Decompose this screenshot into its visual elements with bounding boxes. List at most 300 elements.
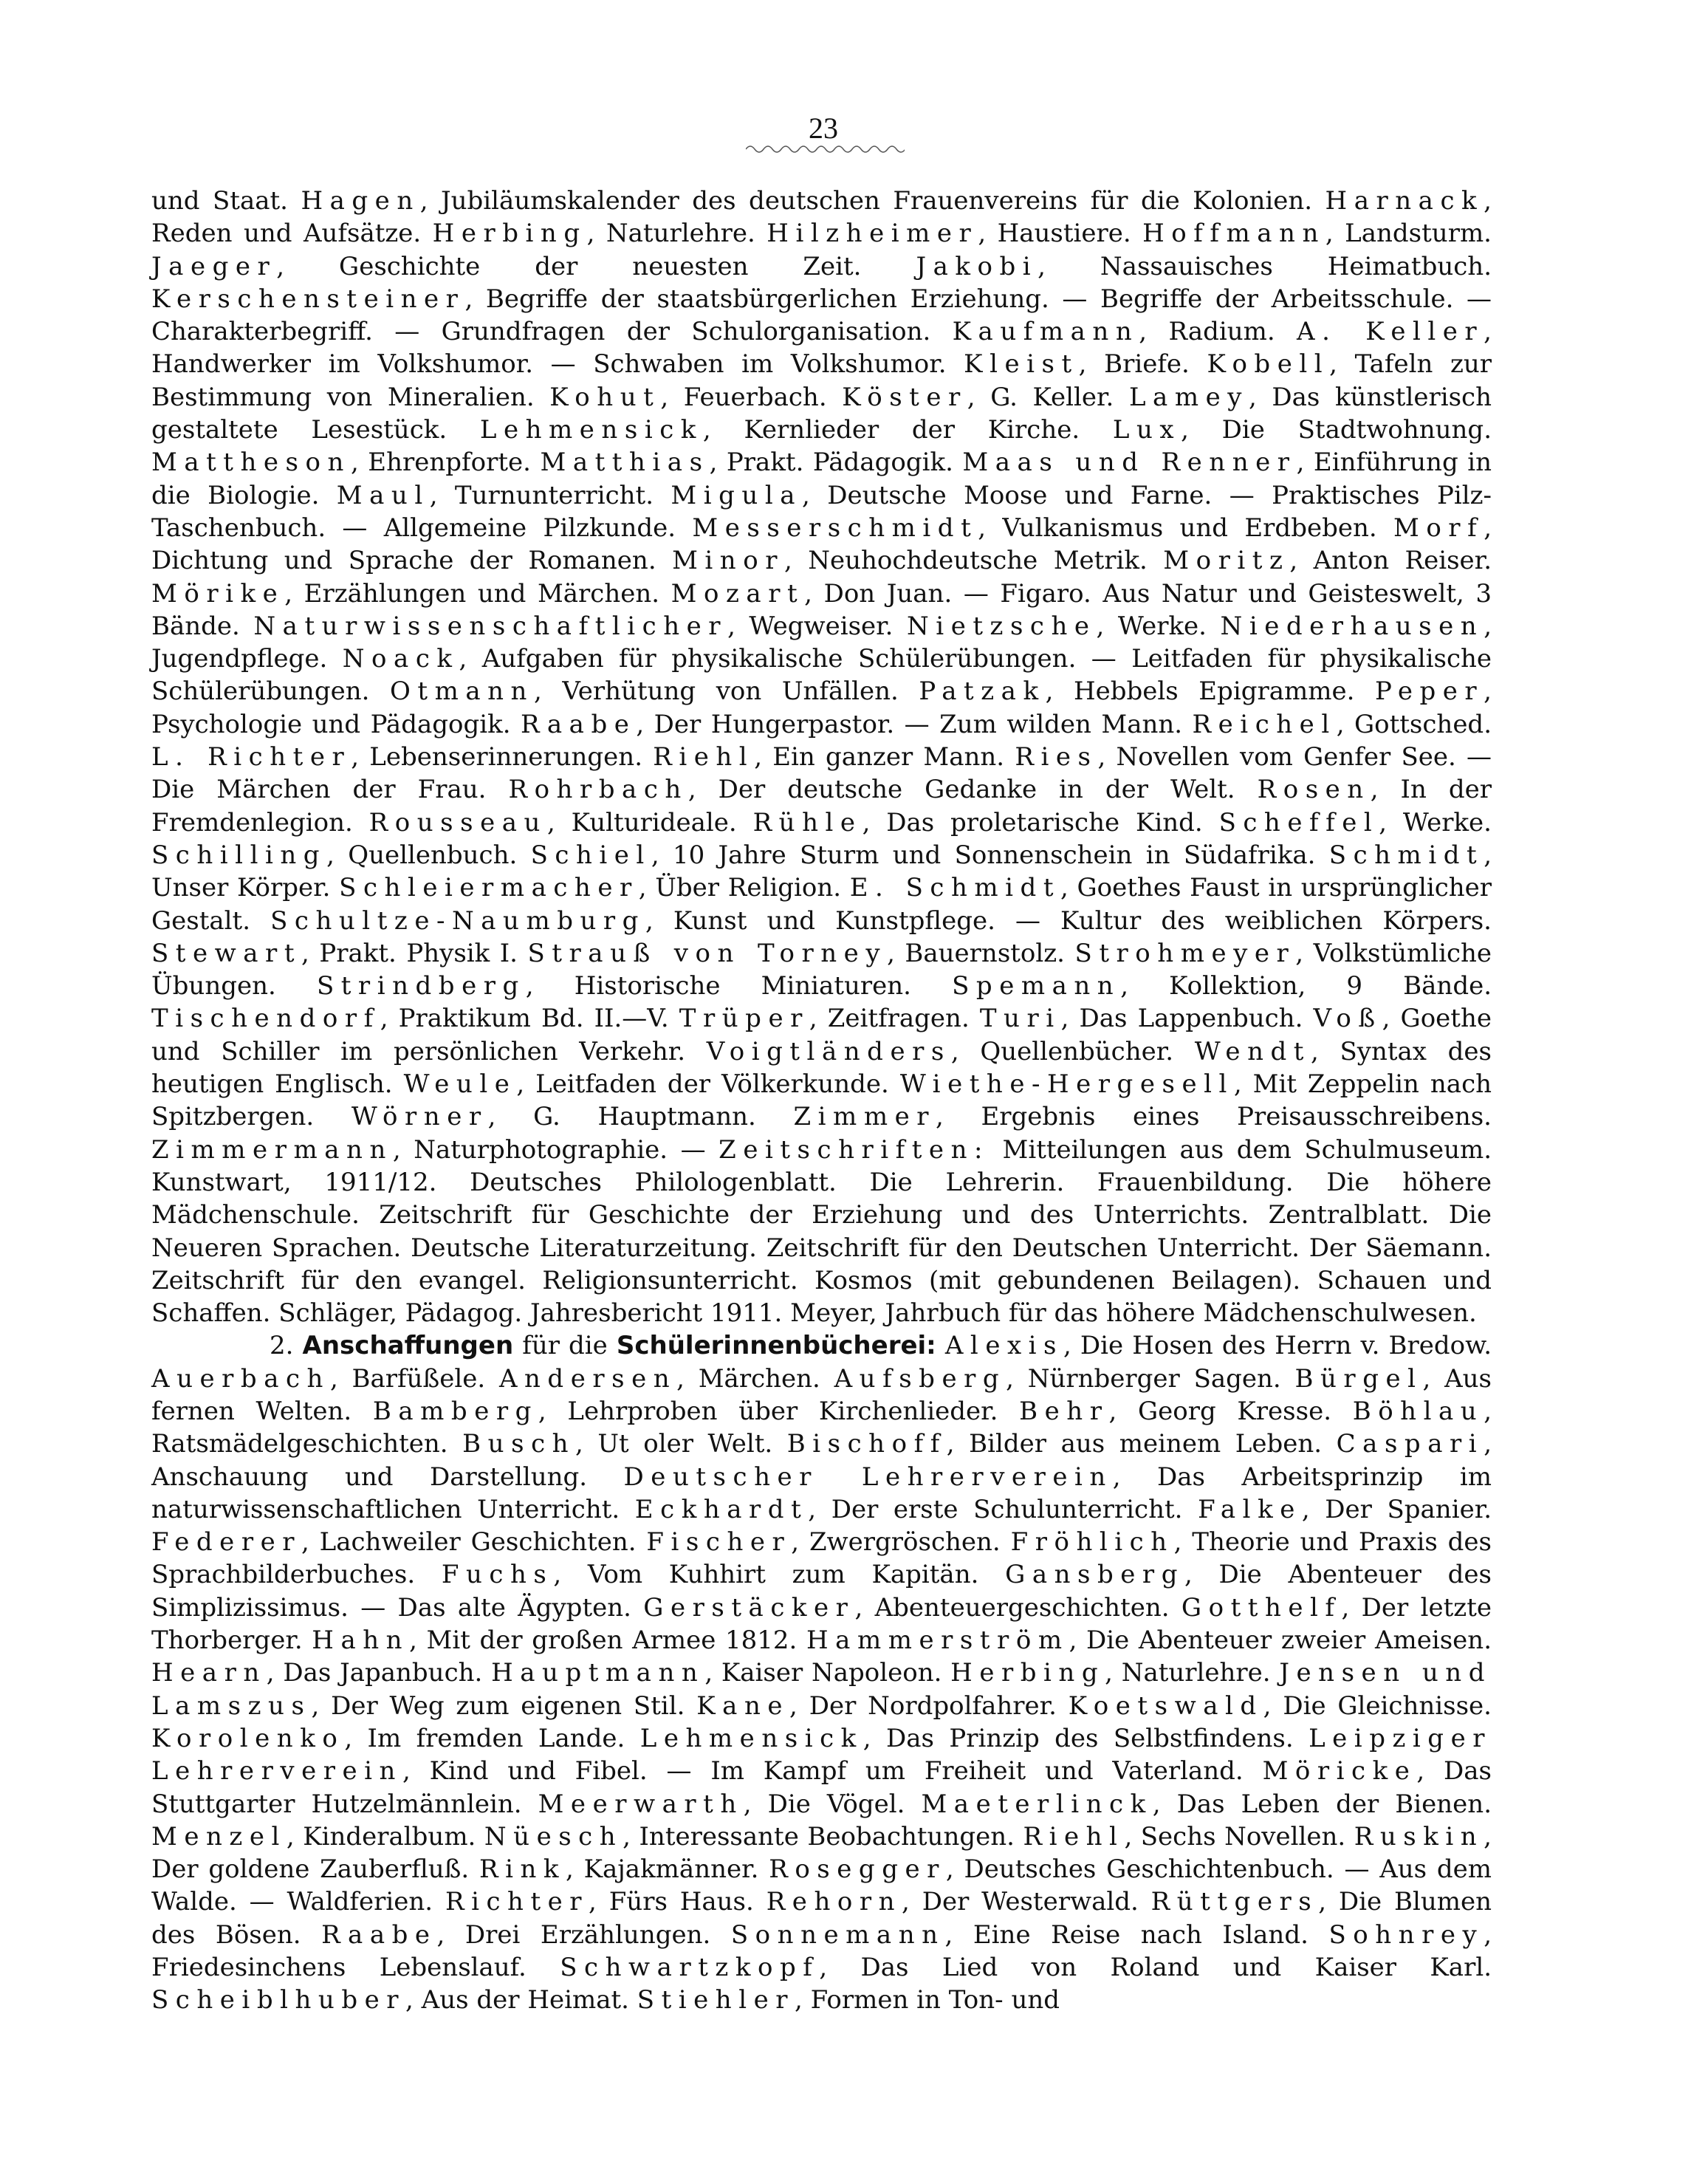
bibliography-entry: Schilling, Quellenbuch.: [151, 840, 518, 870]
work-title: Ein ganzer Mann.: [772, 742, 1005, 773]
bibliography-entry: Lux, Die Stadtwohnung.: [1112, 415, 1492, 445]
work-title: Radium.: [1168, 317, 1275, 347]
work-title: Zwergröschen.: [809, 1527, 1001, 1558]
work-title: Anton Reiser.: [1313, 546, 1492, 576]
section-2-heading-library: Schülerinnenbücherei:: [616, 1331, 936, 1361]
bibliography-entry: Koetswald, Die Gleichnisse.: [1068, 1691, 1492, 1721]
bibliography-entry: Aufsberg, Nürnberger Sagen.: [834, 1363, 1281, 1394]
bibliography-entry: Maas und Renner, Einführung in die Biologie.: [151, 448, 1492, 510]
work-title: Das Arbeitsprinzip im naturwissenschaftlichen Unterricht.: [151, 1462, 1492, 1524]
bibliography-entry: Turi, Das Lappenbuch.: [979, 1004, 1303, 1034]
work-title: Bilder aus meinem Leben.: [969, 1429, 1323, 1459]
author-name: Patzak: [919, 676, 1046, 707]
work-title: Kollektion, 9 Bände.: [1169, 971, 1492, 1001]
bibliography-entry: Moritz, Anton Reiser.: [1163, 546, 1492, 576]
author-name: Richter: [445, 1887, 589, 1917]
author-name: Stewart: [151, 938, 302, 968]
author-name: Spemann: [952, 971, 1121, 1001]
bibliography-entry: Leipziger Lehrerverein, Kind und Fibel. — Im Kampf um Freiheit und Vaterland.: [151, 1723, 1492, 1787]
work-title: Der deutsche Gedanke in der Welt.: [718, 775, 1235, 805]
bibliography-entry: Wiethe-Hergesell, Mit Zeppelin nach Spitzbergen.: [151, 1069, 1492, 1132]
author-name: Ries: [1015, 742, 1098, 773]
bibliography-entry: Trüper, Zeitfragen.: [679, 1004, 970, 1034]
work-title: Der goldene Zauberfluß.: [151, 1854, 470, 1885]
work-title: Die Stadtwohnung.: [1221, 415, 1492, 445]
work-title: Der Nordpolfahrer.: [809, 1691, 1057, 1721]
author-name: Peper: [1374, 676, 1484, 707]
work-title: Der erste Schulunterricht.: [831, 1494, 1183, 1524]
author-name: Rüttgers: [1150, 1887, 1319, 1917]
author-name: Korolenko: [151, 1723, 345, 1753]
author-name: Rohrbach: [508, 775, 688, 805]
work-title: Abenteuergeschichten.: [874, 1592, 1170, 1623]
work-title: Eine Reise nach Island.: [973, 1919, 1309, 1950]
bibliography-entry: E. Schmidt, Goethes Faust in ursprünglicher Gestalt.: [151, 873, 1492, 936]
work-title: Drei Erzählungen.: [464, 1919, 711, 1950]
bibliography-entry: Morf, Dichtung und Sprache der Romanen.: [151, 513, 1492, 576]
author-name: Strauß von Torney: [527, 938, 888, 968]
bibliography-entry: Maul, Turnunterricht.: [336, 480, 654, 510]
author-name: Otmann: [390, 676, 534, 707]
author-name: Schilling: [151, 840, 327, 870]
section-2-heading-connector: für die: [522, 1331, 608, 1361]
work-title: Psychologie und Pädagogik.: [151, 709, 511, 739]
work-title: Formen in Ton- und: [810, 1985, 1060, 2015]
author-name: Mozart: [670, 578, 805, 609]
author-name: Hearn: [151, 1658, 267, 1688]
bibliography-entry: Alexis, Die Hosen des Herrn v. Bredow.: [944, 1331, 1492, 1361]
bibliography-entry: Rosen, In der Fremdenlegion.: [151, 775, 1492, 837]
author-name: Fuchs: [441, 1560, 554, 1590]
work-title: Naturlehre.: [1121, 1658, 1271, 1688]
work-title: G. Keller.: [990, 382, 1114, 412]
work-title: Goethe und Schiller im persönlichen Verkehr.: [151, 1004, 1492, 1066]
work-title: Das proletarische Kind.: [886, 807, 1203, 837]
bibliography-entry: Scheffel, Werke.: [1218, 807, 1492, 837]
bibliography-entry: Mozart, Don Juan. — Figaro. Aus Natur und Geisteswelt, 3 Bände.: [151, 578, 1492, 641]
bibliography-entry: Gotthelf, Der letzte Thorberger.: [151, 1592, 1492, 1656]
work-title: Vulkanismus und Erdbeben.: [1002, 513, 1377, 543]
bibliography-entry: Noack, Aufgaben für physikalische Schülerübungen. — Leitfaden für physikalische Schülerübungen.: [151, 644, 1492, 707]
work-title: Das Lied von Roland und Kaiser Karl.: [860, 1953, 1492, 1983]
author-name: Wendt: [1194, 1036, 1311, 1066]
author-name: Gansberg: [1005, 1560, 1184, 1590]
work-title: Hebbels Epigramme.: [1073, 676, 1355, 707]
author-name: Messerschmidt: [692, 513, 978, 543]
bibliography-entry: Hoffmann, Landsturm.: [1142, 219, 1492, 249]
author-name: Eckhardt: [634, 1494, 809, 1524]
work-title: Barfüßele.: [351, 1363, 486, 1394]
author-name: Busch: [462, 1429, 576, 1459]
author-name: Bamberg: [372, 1396, 538, 1426]
work-title: Ergebnis eines Preisausschreibens.: [981, 1102, 1492, 1132]
bibliography-entry: Kohut, Feuerbach.: [549, 382, 827, 412]
work-title: Aufgaben für physikalische Schülerübungen. — Leitfaden für physikalische Schülerübungen.: [151, 644, 1492, 707]
work-title: Novellen vom Genfer See. — Die Märchen der Frau.: [151, 742, 1492, 805]
work-title: Kajakmänner.: [583, 1854, 759, 1885]
work-title: Das Prinzip des Selbstfindens.: [885, 1723, 1294, 1753]
author-name: Zeitschriften:: [718, 1134, 990, 1165]
bibliography-entry: Harnack, Reden und Aufsätze.: [151, 186, 1492, 249]
author-name: Noack: [342, 644, 459, 674]
bibliography-entry: Jakobi, Nassauisches Heimatbuch.: [916, 251, 1492, 281]
work-title: Naturlehre.: [606, 219, 755, 249]
work-title: Einführung in die Biologie.: [151, 448, 1492, 510]
bibliography-entry: Schiel, 10 Jahre Sturm und Sonnenschein in Südafrika.: [530, 840, 1316, 870]
work-title: Quellenbücher.: [980, 1036, 1174, 1066]
author-name: Reichel: [1192, 709, 1337, 739]
author-name: Matthias: [540, 448, 710, 478]
author-name: Rosegger: [769, 1854, 946, 1885]
author-name: Hilzheimer: [766, 219, 978, 249]
bibliography-entry: Lamey, Das künstlerisch gestaltete Lesestück.: [151, 382, 1492, 445]
work-title: Landsturm.: [1345, 219, 1492, 249]
bibliography-entry: Schwartzkopf, Das Lied von Roland und Kaiser Karl.: [560, 1953, 1492, 1983]
author-name: Menzel: [151, 1821, 287, 1852]
work-title: Praktikum Bd. II.—V.: [398, 1004, 669, 1034]
author-name: Kobell: [1207, 349, 1330, 380]
work-title: Das Japanbuch.: [283, 1658, 483, 1688]
bibliography-entry: Lehmensick, Das Prinzip des Selbstfindens.: [639, 1723, 1294, 1753]
bibliography-entry: Fuchs, Vom Kuhhirt zum Kapitän.: [441, 1560, 979, 1590]
bibliography-entry: Reichel, Gottsched.: [1192, 709, 1492, 739]
author-name: Gerstäcker: [643, 1592, 855, 1623]
bibliography-entry: Eckhardt, Der erste Schulunterricht.: [634, 1494, 1183, 1524]
work-title: Unser Körper.: [151, 873, 331, 903]
work-title: Syntax des heutigen Englisch.: [151, 1036, 1492, 1100]
work-title: Werke.: [1117, 611, 1207, 641]
author-name: Voß: [1313, 1004, 1382, 1034]
work-title: Der Spanier.: [1325, 1494, 1492, 1524]
bibliography-entry: Hammerström, Die Abenteuer zweier Ameisen.: [806, 1626, 1492, 1656]
bibliography-entry: Otmann, Verhütung von Unfällen.: [390, 676, 899, 707]
author-name: Leipziger Lehrerverein: [151, 1723, 1492, 1787]
author-name: Kleist: [964, 349, 1079, 380]
work-title: Kulturideale.: [571, 807, 737, 837]
author-name: Köster: [842, 382, 967, 412]
author-name: Deutscher Lehrerverein: [623, 1462, 1113, 1492]
bibliography-entry: Korolenko, Im fremden Lande.: [151, 1723, 625, 1753]
author-name: Hahn: [312, 1626, 410, 1656]
bibliography-entry: Niederhausen, Jugendpflege.: [151, 611, 1492, 674]
work-title: Über Religion.: [655, 873, 842, 903]
author-name: E. Schmidt: [849, 873, 1061, 903]
author-name: Wörner: [351, 1102, 488, 1132]
section-1-paragraph: [151, 185, 1492, 1329]
author-name: Mörike: [151, 578, 285, 609]
bibliography-entry: Ruskin, Der goldene Zauberfluß.: [151, 1821, 1492, 1885]
author-name: Möricke: [1262, 1756, 1417, 1787]
author-name: Hoffmann: [1142, 219, 1325, 249]
work-title: Lachweiler Geschichten.: [319, 1527, 637, 1558]
bibliography-entry: Richter, Fürs Haus.: [445, 1887, 754, 1917]
author-name: Riehl: [653, 742, 755, 773]
author-name: Kaufmann: [952, 317, 1139, 347]
author-name: Maeterlinck: [921, 1789, 1153, 1819]
work-title: Friedesinchens Lebenslauf.: [151, 1953, 527, 1983]
author-name: Koetswald: [1068, 1691, 1263, 1721]
author-name: Rühle: [752, 807, 862, 837]
author-name: Mattheson: [151, 448, 351, 478]
bibliography-entry: Menzel, Kinderalbum.: [151, 1821, 476, 1852]
section-1-entries: [151, 186, 1492, 1328]
bibliography-entry: Kobell, Tafeln zur Bestimmung von Mineralien.: [151, 349, 1492, 412]
work-title: Kaiser Napoleon.: [721, 1658, 942, 1688]
author-name: Nüesch: [484, 1821, 623, 1852]
author-name: Sonnemann: [730, 1919, 945, 1950]
author-name: Jakobi: [916, 251, 1038, 281]
bibliography-entry: Falke, Der Spanier.: [1198, 1494, 1492, 1524]
work-title: Prakt. Pädagogik.: [726, 448, 953, 478]
author-name: Ruskin: [1354, 1821, 1484, 1852]
author-name: Kane: [696, 1691, 790, 1721]
work-title: Leitfaden der Völkerkunde.: [535, 1069, 889, 1100]
bibliography-entry: Hahn, Mit der großen Armee 1812.: [312, 1626, 798, 1656]
work-title: Nassauisches Heimatbuch.: [1100, 251, 1492, 281]
author-name: Alexis: [944, 1331, 1064, 1361]
bibliography-entry: Naturwissenschaftlicher, Wegweiser.: [253, 611, 894, 641]
work-title: Sechs Novellen.: [1140, 1821, 1346, 1852]
work-title: G. Hauptmann.: [533, 1102, 756, 1132]
bibliography-entry: Kerschensteiner, Begriffe der staatsbürgerlichen Erziehung. — Begriffe der Arbeitsschule. — Charakterbegriff. — Grundfragen der Schulorganisation.: [151, 284, 1492, 347]
bibliography-entry: Matthias, Prakt. Pädagogik.: [540, 448, 953, 478]
work-title: Erzählungen und Märchen.: [303, 578, 660, 609]
bibliography-entry: Sonnemann, Eine Reise nach Island.: [730, 1919, 1309, 1950]
bibliography-entry: Deutscher Lehrerverein, Das Arbeitsprinzip im naturwissenschaftlichen Unterricht.: [151, 1462, 1492, 1524]
author-name: Kohut: [549, 382, 661, 412]
bibliography-entry: Schleiermacher, Über Religion.: [339, 873, 842, 903]
author-name: Zimmer: [793, 1102, 936, 1132]
work-title: Das Stuttgarter Hutzelmännlein.: [151, 1756, 1492, 1819]
author-name: Scheffel: [1218, 807, 1379, 837]
bibliography-entry: Sohnrey, Friedesinchens Lebenslauf.: [151, 1919, 1492, 1983]
work-title: Kunst und Kunstpflege. — Kultur des weiblichen Körpers.: [673, 905, 1492, 936]
work-title: Die Abenteuer zweier Ameisen.: [1086, 1626, 1492, 1656]
bibliography-entry: Raabe, Der Hungerpastor. — Zum wilden Mann.: [520, 709, 1183, 739]
bibliography-entry: Busch, Ut oler Welt.: [462, 1429, 773, 1459]
author-name: Herbing: [432, 219, 587, 249]
work-title: Verhütung von Unfällen.: [562, 676, 899, 707]
bibliography-entry: Lehmensick, Kernlieder der Kirche.: [479, 415, 1080, 445]
bibliography-entry: A. Keller, Handwerker im Volkshumor. — Schwaben im Volkshumor.: [151, 317, 1492, 380]
work-title: Haustiere.: [997, 219, 1131, 249]
work-title: 10 Jahre Sturm und Sonnenschein in Südafrika.: [672, 840, 1316, 870]
bibliography-entry: Stiehler, Formen in Ton- und: [637, 1985, 1060, 2015]
bibliography-entry: Tischendorf, Praktikum Bd. II.—V.: [151, 1004, 669, 1034]
author-name: Tischendorf: [151, 1004, 380, 1034]
section-2-entries: [151, 1331, 1492, 2015]
author-name: Gotthelf: [1181, 1592, 1342, 1623]
work-title: Briefe.: [1104, 349, 1190, 380]
bibliography-entry: Bürgel, Aus fernen Welten.: [151, 1363, 1492, 1426]
work-title: Die Gleichnisse.: [1283, 1691, 1492, 1721]
author-name: Behr: [1019, 1396, 1109, 1426]
work-title: Der letzte Thorberger.: [151, 1592, 1492, 1656]
bibliography-entry: Böhlau, Ratsmädelgeschichten.: [151, 1396, 1492, 1459]
page-number: 23: [809, 112, 838, 145]
bibliography-entry: L. Richter, Lebenserinnerungen.: [151, 742, 642, 773]
author-name: Hagen: [301, 186, 420, 216]
bibliography-entry: Hauptmann, Kaiser Napoleon.: [491, 1658, 942, 1688]
work-title: Prakt. Physik I.: [319, 938, 518, 968]
bibliography-entry: Stewart, Prakt. Physik I.: [151, 938, 518, 968]
bibliography-entry: Hilzheimer, Haustiere.: [766, 219, 1131, 249]
section-1-intro: und Staat.: [151, 186, 288, 216]
bibliography-entry: Riehl, Ein ganzer Mann.: [653, 742, 1005, 773]
author-name: Hauptmann: [491, 1658, 705, 1688]
author-name: Sohnrey: [1328, 1919, 1484, 1950]
work-title: Anschauung und Darstellung.: [151, 1462, 588, 1492]
work-title: Die Hosen des Herrn v. Bredow.: [1080, 1331, 1492, 1361]
author-name: Raabe: [321, 1919, 437, 1950]
decorative-rule: [746, 143, 905, 155]
work-title: Mit Zeppelin nach Spitzbergen.: [151, 1069, 1492, 1132]
work-title: Turnunterricht.: [454, 480, 654, 510]
author-name: Kerschensteiner: [151, 284, 465, 314]
bibliography-entry: Maeterlinck, Das Leben der Bienen.: [921, 1789, 1492, 1819]
author-name: Strindberg: [316, 971, 526, 1001]
bibliography-entry: Gerstäcker, Abenteuergeschichten.: [643, 1592, 1170, 1623]
author-name: Jaeger: [151, 251, 277, 281]
bibliography-entry: Wendt, Syntax des heutigen Englisch.: [151, 1036, 1492, 1100]
bibliography-entry: Migula, Deutsche Moose und Farne. — Praktisches Pilz-Taschenbuch. — Allgemeine Pilzkunde.: [151, 480, 1492, 543]
bibliography-entry: Messerschmidt, Vulkanismus und Erdbeben.: [692, 513, 1377, 543]
bibliography-entry: Weule, Leitfaden der Völkerkunde.: [403, 1069, 889, 1100]
bibliography-entry: Herbing, Naturlehre.: [432, 219, 755, 249]
bibliography-entry: Wörner, G. Hauptmann.: [351, 1102, 756, 1132]
author-name: Trüper: [679, 1004, 809, 1034]
author-name: Riehl: [1023, 1821, 1125, 1852]
author-name: Hammerström: [806, 1626, 1069, 1656]
bibliography-entry: Voß, Goethe und Schiller im persönlichen Verkehr.: [151, 1004, 1492, 1066]
bibliography-entry: Nüesch, Interessante Beobachtungen.: [484, 1821, 1015, 1852]
work-title: Der Westerwald.: [922, 1887, 1139, 1917]
work-title: Interessante Beobachtungen.: [639, 1821, 1015, 1852]
work-title: Theorie und Praxis des Sprachbilderbuches.: [151, 1527, 1492, 1590]
work-title: Goethes Faust in ursprünglicher Gestalt.: [151, 873, 1492, 936]
author-name: Strohmeyer: [1074, 938, 1296, 968]
work-title: Die Abenteuer des Simplizissimus. — Das alte Ägypten.: [151, 1560, 1492, 1623]
author-name: Schiel: [530, 840, 651, 870]
bibliography-entry: Strohmeyer, Volkstümliche Übungen.: [151, 938, 1492, 1001]
bibliography-entry: Schmidt, Unser Körper.: [151, 840, 1492, 903]
bibliography-entry: Federer, Lachweiler Geschichten.: [151, 1527, 637, 1558]
bibliography-entry: Strindberg, Historische Miniaturen.: [316, 971, 911, 1001]
work-title: Bauernstolz.: [905, 938, 1065, 968]
author-name: Moritz: [1163, 546, 1290, 576]
bibliography-entry: Kane, Der Nordpolfahrer.: [696, 1691, 1057, 1721]
bibliography-entry: Rehorn, Der Westerwald.: [766, 1887, 1139, 1917]
work-title: Im fremden Lande.: [367, 1723, 625, 1753]
work-title: Gottsched.: [1354, 709, 1492, 739]
work-title: Neuhochdeutsche Metrik.: [808, 546, 1148, 576]
work-title: Reden und Aufsätze.: [151, 219, 422, 249]
author-name: Schmidt: [1328, 840, 1484, 870]
work-title: Die Blumen des Bösen.: [151, 1887, 1492, 1950]
bibliography-entry: Patzak, Hebbels Epigramme.: [919, 676, 1355, 707]
bibliography-entry: Mörike, Erzählungen und Märchen.: [151, 578, 660, 609]
author-name: Niederhausen: [1220, 611, 1484, 641]
author-name: Scheiblhuber: [151, 1985, 406, 2015]
work-title: Mitteilungen aus dem Schulmuseum. Kunstwart, 1911/12. Deutsches Philologenblatt. Die Lehrerin. Frauenbildung. Die höhere Mädchenschule. Zeitschrift für Geschichte der Erziehung und des Unterrichts. Zentralblatt. Die Neueren Sprachen. Deutsche Literaturzeitung. Zeitschrift für den Deutschen Unterricht. Der Säemann. Zeitschrift für den evangel. Religionsunterricht. Kosmos (mit gebundenen Beilagen). Schauen und Schaffen. Schläger, Pädagog. Jahresbericht 1911. Meyer, Jahrbuch für das höhere Mädchenschulwesen.: [151, 1134, 1492, 1329]
author-name: Rosen: [1257, 775, 1371, 805]
work-title: Deutsche Moose und Farne. — Praktisches Pilz-Taschenbuch. — Allgemeine Pilzkunde.: [151, 480, 1492, 543]
author-name: Jensen und Lamszus: [151, 1658, 1492, 1721]
work-title: Vom Kuhhirt zum Kapitän.: [587, 1560, 979, 1590]
author-name: Schleiermacher: [339, 873, 639, 903]
work-title: Werke.: [1402, 807, 1492, 837]
bibliography-entry: Peper, Psychologie und Pädagogik.: [151, 676, 1492, 739]
work-title: Jugendpflege.: [151, 644, 328, 674]
work-title: Das Leben der Bienen.: [1176, 1789, 1492, 1819]
bibliography-entry: Meerwarth, Die Vögel.: [538, 1789, 905, 1819]
bibliography-entry: Zimmer, Ergebnis eines Preisausschreibens.: [793, 1102, 1492, 1132]
bibliography-entry: Herbing, Naturlehre.: [950, 1658, 1271, 1688]
author-name: Aufsberg: [834, 1363, 1006, 1394]
work-title: Ut oler Welt.: [597, 1429, 773, 1459]
bibliography-entry: Schultze-Naumburg, Kunst und Kunstpflege. — Kultur des weiblichen Körpers.: [270, 905, 1492, 936]
bibliography-entry: Voigtländers, Quellenbücher.: [706, 1036, 1174, 1066]
author-name: Morf: [1393, 513, 1484, 543]
bibliography-entry: Scheiblhuber, Aus der Heimat.: [151, 1985, 629, 2015]
author-name: Naturwissenschaftlicher: [253, 611, 728, 641]
work-title: In der Fremdenlegion.: [151, 775, 1492, 837]
work-title: Ehrenpforte.: [368, 448, 531, 478]
author-name: Weule: [403, 1069, 517, 1100]
work-title: Naturphotographie. —: [414, 1134, 706, 1165]
author-name: Herbing: [950, 1658, 1105, 1688]
author-name: Andersen: [498, 1363, 677, 1394]
author-name: Rehorn: [766, 1887, 902, 1917]
bibliography-entry: Zimmermann, Naturphotographie. —: [151, 1134, 706, 1165]
author-name: Stiehler: [637, 1985, 795, 2015]
body-text: [151, 185, 1492, 2017]
work-title: Georg Kresse.: [1137, 1396, 1332, 1426]
author-name: Lehmensick: [479, 415, 703, 445]
work-title: Kind und Fibel. — Im Kampf um Freiheit und Vaterland.: [429, 1756, 1244, 1787]
bibliography-entry: Rousseau, Kulturideale.: [368, 807, 737, 837]
author-name: Maul: [336, 480, 430, 510]
work-title: Ratsmädelgeschichten.: [151, 1429, 448, 1459]
work-title: Kinderalbum.: [303, 1821, 476, 1852]
author-name: Bischoff: [786, 1429, 947, 1459]
bibliography-entry: Bischoff, Bilder aus meinem Leben.: [786, 1429, 1323, 1459]
author-name: Auerbach: [151, 1363, 330, 1394]
bibliography-entry: Möricke, Das Stuttgarter Hutzelmännlein.: [151, 1756, 1492, 1819]
work-title: Wegweiser.: [749, 611, 894, 641]
section-2-number: 2.: [270, 1331, 294, 1361]
work-title: Quellenbuch.: [348, 840, 518, 870]
bibliography-entry: Hagen, Jubiläumskalender des deutschen Frauenvereins für die Kolonien.: [301, 186, 1313, 216]
author-name: Böhlau: [1352, 1396, 1484, 1426]
author-name: Fröhlich: [1010, 1527, 1174, 1558]
author-name: Federer: [151, 1527, 302, 1558]
bibliography-entry: Riehl, Sechs Novellen.: [1023, 1821, 1346, 1852]
bibliography-entry: Kleist, Briefe.: [964, 349, 1190, 380]
bibliography-entry: Fischer, Zwergröschen.: [646, 1527, 1001, 1558]
bibliography-entry: Fröhlich, Theorie und Praxis des Sprachbilderbuches.: [151, 1527, 1492, 1590]
bibliography-entry: Rüttgers, Die Blumen des Bösen.: [151, 1887, 1492, 1950]
author-name: Maas und Renner: [962, 448, 1297, 478]
bibliography-entry: Behr, Georg Kresse.: [1019, 1396, 1332, 1426]
bibliography-entry: Mattheson, Ehrenpforte.: [151, 448, 531, 478]
work-title: Handwerker im Volkshumor. — Schwaben im Volkshumor.: [151, 349, 947, 380]
work-title: Märchen.: [698, 1363, 820, 1394]
author-name: Bürgel: [1294, 1363, 1423, 1394]
work-title: Nürnberger Sagen.: [1027, 1363, 1281, 1394]
bibliography-entry: Ries, Novellen vom Genfer See. — Die Märchen der Frau.: [151, 742, 1492, 805]
work-title: Deutsches Geschichtenbuch. — Aus dem Walde. — Waldferien.: [151, 1854, 1492, 1917]
